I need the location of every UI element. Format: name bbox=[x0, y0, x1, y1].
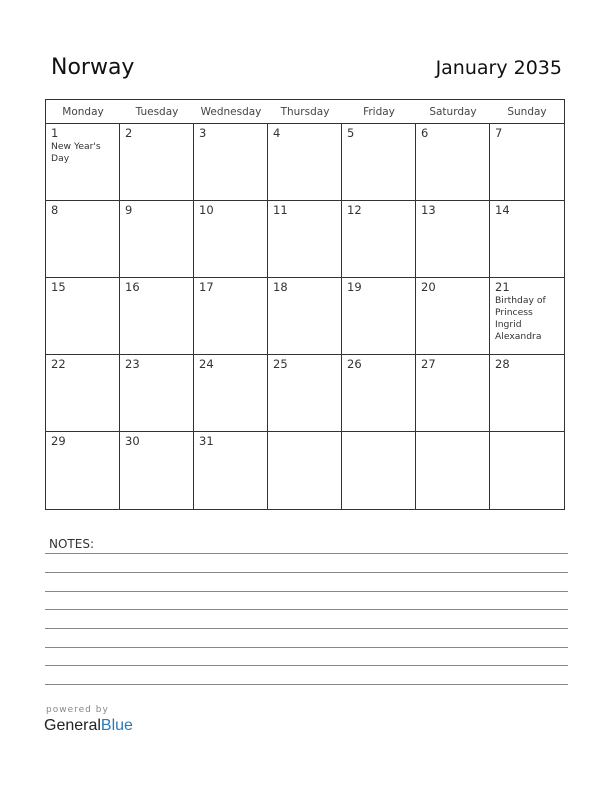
day-cell bbox=[416, 124, 490, 201]
day-cell bbox=[46, 432, 120, 509]
day-cell bbox=[416, 201, 490, 278]
day-number: 10 bbox=[199, 203, 214, 217]
notes-label: NOTES: bbox=[49, 537, 94, 551]
calendar-grid bbox=[45, 99, 565, 510]
day-number: 23 bbox=[125, 357, 140, 371]
day-cell bbox=[120, 432, 194, 509]
day-cell bbox=[194, 355, 268, 432]
notes-line bbox=[45, 609, 568, 610]
weekday-wednesday: Wednesday bbox=[200, 106, 262, 118]
day-cell bbox=[416, 432, 490, 509]
day-cell bbox=[490, 124, 564, 201]
holiday-label: Birthday of Princess Ingrid Alexandra bbox=[495, 295, 546, 342]
day-cell bbox=[46, 278, 120, 355]
day-number: 19 bbox=[347, 280, 362, 294]
day-number: 26 bbox=[347, 357, 362, 371]
day-number: 7 bbox=[495, 126, 503, 140]
day-cell bbox=[342, 432, 416, 509]
day-number: 5 bbox=[347, 126, 355, 140]
day-cells bbox=[46, 124, 564, 509]
day-cell bbox=[120, 355, 194, 432]
day-cell bbox=[490, 278, 564, 355]
day-cell bbox=[268, 278, 342, 355]
day-cell bbox=[416, 355, 490, 432]
day-number: 16 bbox=[125, 280, 140, 294]
day-number: 18 bbox=[273, 280, 288, 294]
day-cell bbox=[268, 355, 342, 432]
weekday-monday: Monday bbox=[62, 106, 104, 118]
day-cell bbox=[342, 124, 416, 201]
weekday-saturday: Saturday bbox=[429, 106, 477, 118]
day-number: 12 bbox=[347, 203, 362, 217]
day-cell bbox=[120, 278, 194, 355]
notes-line bbox=[45, 647, 568, 648]
weekday-tuesday: Tuesday bbox=[135, 106, 179, 118]
day-cell bbox=[490, 355, 564, 432]
weekday-header-row bbox=[46, 100, 564, 124]
powered-by-text: powered by bbox=[46, 705, 109, 715]
generalblue-logo bbox=[44, 717, 133, 735]
day-cell bbox=[46, 124, 120, 201]
month-year-title: January 2035 bbox=[435, 57, 562, 79]
day-cell bbox=[194, 201, 268, 278]
day-cell bbox=[120, 201, 194, 278]
day-number: 21 bbox=[495, 280, 510, 294]
day-cell bbox=[268, 124, 342, 201]
day-cell bbox=[416, 278, 490, 355]
day-cell bbox=[194, 278, 268, 355]
day-number: 2 bbox=[125, 126, 133, 140]
day-cell bbox=[342, 201, 416, 278]
day-cell bbox=[46, 201, 120, 278]
day-number: 9 bbox=[125, 203, 133, 217]
day-cell bbox=[194, 432, 268, 509]
day-cell bbox=[268, 201, 342, 278]
holiday-label: New Year's Day bbox=[51, 141, 101, 164]
day-number: 29 bbox=[51, 434, 66, 448]
day-number: 30 bbox=[125, 434, 140, 448]
day-number: 3 bbox=[199, 126, 207, 140]
country-title: Norway bbox=[51, 55, 135, 80]
day-number: 1 bbox=[51, 126, 59, 140]
day-cell bbox=[194, 124, 268, 201]
day-number: 31 bbox=[199, 434, 214, 448]
day-cell bbox=[342, 355, 416, 432]
notes-line bbox=[45, 572, 568, 573]
day-number: 22 bbox=[51, 357, 66, 371]
brand-general: General bbox=[44, 717, 101, 734]
day-cell bbox=[490, 201, 564, 278]
day-number: 6 bbox=[421, 126, 429, 140]
weekday-friday: Friday bbox=[363, 106, 395, 118]
day-number: 24 bbox=[199, 357, 214, 371]
day-number: 4 bbox=[273, 126, 281, 140]
day-number: 25 bbox=[273, 357, 288, 371]
day-number: 13 bbox=[421, 203, 436, 217]
day-cell bbox=[120, 124, 194, 201]
day-cell bbox=[342, 278, 416, 355]
day-cell bbox=[268, 432, 342, 509]
day-cell bbox=[490, 432, 564, 509]
day-number: 8 bbox=[51, 203, 59, 217]
day-cell bbox=[46, 355, 120, 432]
notes-line bbox=[45, 591, 568, 592]
day-number: 20 bbox=[421, 280, 436, 294]
notes-line bbox=[45, 628, 568, 629]
day-number: 11 bbox=[273, 203, 288, 217]
notes-line bbox=[45, 684, 568, 685]
weekday-sunday: Sunday bbox=[507, 106, 547, 118]
day-number: 28 bbox=[495, 357, 510, 371]
weekday-thursday: Thursday bbox=[280, 106, 330, 118]
day-number: 27 bbox=[421, 357, 436, 371]
day-number: 15 bbox=[51, 280, 66, 294]
day-number: 17 bbox=[199, 280, 214, 294]
brand-blue: Blue bbox=[100, 717, 133, 734]
notes-line bbox=[45, 553, 568, 554]
notes-line bbox=[45, 665, 568, 666]
day-number: 14 bbox=[495, 203, 510, 217]
